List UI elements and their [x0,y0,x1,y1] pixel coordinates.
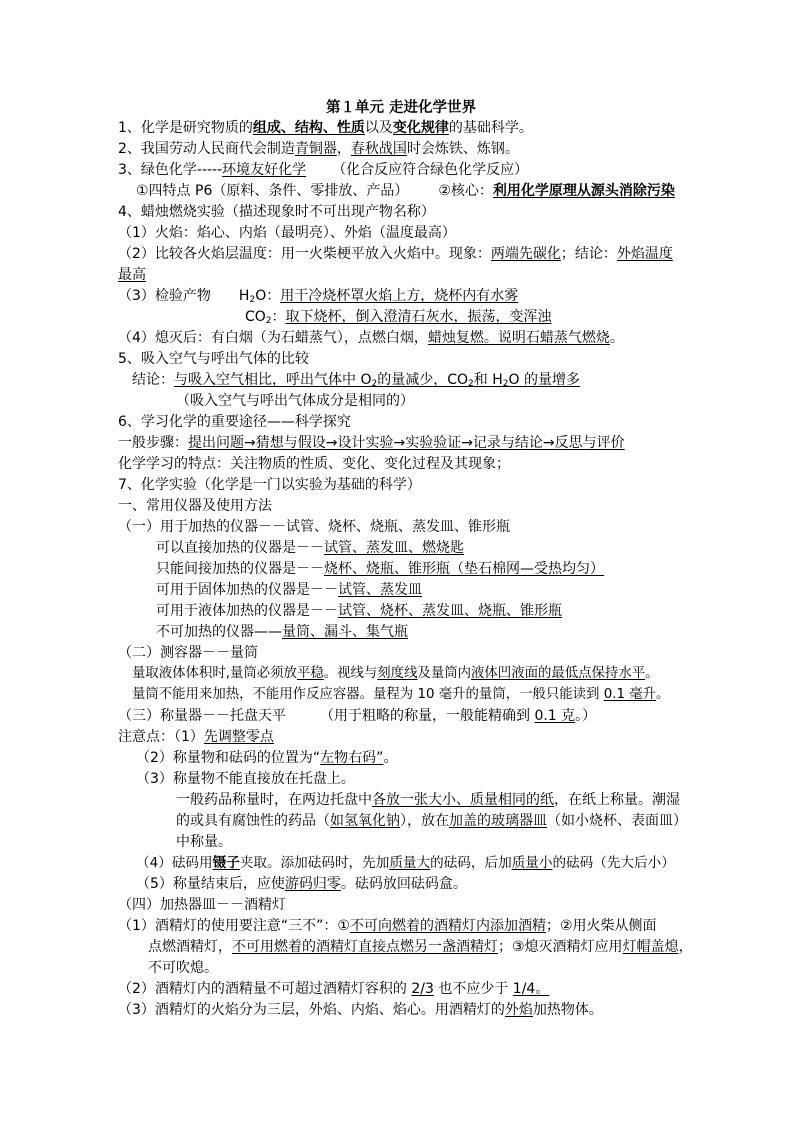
text: ①四特点 P6（原料、条件、零排放、产品） [136,183,409,199]
key-term: 平稳 [296,666,324,681]
key-term: 先调整零点 [203,729,274,745]
text: 。 [609,330,624,346]
key-term: 左物右码” [320,750,384,766]
text-line-32: （3）称量物不能直接放在托盘上。 [136,771,355,787]
text-line-22 [156,559,604,579]
text: 的或具有腐蚀性的药品（ [176,813,330,829]
key-term: 质量大 [389,855,431,871]
text: 可用于液体加热的仪器是－－ [156,603,338,619]
text-line-2 [118,139,519,159]
text: ；②用火柴从侧面 [545,918,657,934]
text: ②核心： [438,183,493,199]
text: （如小烧杯、表面皿） [547,813,687,829]
text-line-12: 5、吸入空气与呼出气体的比较 [118,351,309,367]
page-title: 第１单元 走进化学世界 [326,100,477,116]
key-term: 环境友好化学 [222,162,307,178]
text: ；结论： [560,246,617,262]
text: 可以直接加热的仪器是－－ [156,540,324,556]
text-line-18: 7、化学实验（化学是一门以实验为基础的科学） [118,477,421,493]
text-line-25 [156,622,408,642]
text: 。视线与 [323,666,378,681]
text-line-16 [118,433,625,453]
key-term: 不可用燃着的酒精灯直接点燃另一盏酒精灯 [232,939,498,955]
key-term: 试管、蒸发皿 [338,582,422,598]
text: 一般步骤： [118,435,188,451]
text: ， [678,939,693,955]
text: 3、绿色化学----- [118,162,223,178]
text: 的砝码，后加 [430,855,512,871]
text-line-5: 4、蜡烛燃烧实验（描述现象时不可出现产物名称） [118,204,435,220]
text: 夹取。添加砝码时，先加 [239,855,390,871]
text-line-8: 最高 [118,267,146,283]
text: （3）酒精灯的火焰分为三层，外焰、内焰、焰心。用酒精灯的 [118,1002,505,1018]
text-line-42 [118,979,549,999]
text: （5）称量结束后，应使 [136,876,285,892]
text-line-40 [148,937,693,957]
key-term: O 的量增多 [508,372,580,388]
text-line-27 [132,664,659,684]
key-term: 烧杯、烧瓶、锥形瓶（垫石棉网—受热均匀） [324,561,604,577]
key-term: 组成、结构、性质 [252,120,365,136]
text: （2）称量物和砝码的位置为“ [136,750,321,766]
text: 。砝码放回砝码盒。 [340,876,467,892]
text-line-6: （1）火焰：焰心、内焰（最明亮）、外焰（温度最高） [118,225,456,241]
key-term: 两端先碳化 [490,246,561,262]
text: 1、化学是研究物质的 [118,120,253,136]
key-term: 各放一张大小、质量相同的纸 [372,792,554,808]
text: 以及 [364,120,393,136]
key-term: 与吸入空气相比，呼出气体中 O [174,372,372,388]
text: （2）比较各火焰层温度：用一火柴梗平放入火焰中。现象： [118,246,491,262]
text: 也不应少于 [433,981,513,997]
text: （2）酒精灯内的酒精量不可超过酒精灯容积的 [118,981,412,997]
key-term: 试管、蒸发皿、燃烧匙 [324,540,464,556]
key-term: 加盖的玻璃器皿 [449,813,547,829]
text: （4）砝码用 [136,855,213,871]
text: 点燃酒精灯， [148,939,232,955]
subscript: 2 [265,316,272,326]
text: 一般药品称量时，在两边托盘中 [176,792,372,808]
text-line-7 [118,244,673,264]
key-term: 变化规律 [392,120,449,136]
formula: CO [245,309,266,325]
key-term: 春秋战国 [350,141,407,157]
text: 量取液体体积时,量筒必须放 [132,666,297,681]
text: （用于粗略的称量，一般能精确到 [320,708,535,724]
key-term: 1/4。 [512,981,550,997]
text-line-26: （二）测容器－－量筒 [118,645,258,661]
text: 注意点：（1） [118,729,204,745]
subscript: 2 [468,379,474,389]
text-line-28 [132,685,669,705]
text: 。 [383,750,398,766]
text: （3）检验产物 [118,288,211,304]
text: ），放在 [400,813,449,829]
key-term: 不可向燃着的酒精灯内添加酒精 [349,918,546,934]
key-term: 取下烧杯，倒入澄清石灰水，振荡，变浑浊 [285,309,552,325]
text: ， [336,141,351,157]
text-line-1 [118,118,533,138]
key-term: 青铜器 [294,141,337,157]
text-line-30 [118,727,274,747]
text-line-24 [156,601,562,621]
key-term: 液体凹液面的最低点保持水平 [471,666,646,681]
text: 。 [656,687,670,702]
formula: ： [271,309,286,325]
text-line-17: 化学学习的特点：关注物质的性质、变化、变化过程及其现象； [118,456,510,472]
text-line-15: 6、学习化学的重要途径——科学探究 [118,414,351,430]
text: 2、我国劳动人民商代会制造 [118,141,295,157]
key-term: 0.1 毫升 [603,687,657,702]
text: 量筒不能用来加热，不能用作反应容器。量程为 10 毫升的量筒，一般只能读到 [132,687,604,702]
text: ；③熄灭酒精灯应用 [498,939,623,955]
key-term: 蜡烛复燃。说明石蜡蒸气燃烧 [427,330,610,346]
key-term: 外焰 [504,1002,533,1018]
key-term: 灯帽盖熄 [622,939,679,955]
text-line-19: 一、常用仪器及使用方法 [118,498,272,514]
text: （三）称量器－－托盘天平 [118,708,286,724]
key-term: 0.1 克 [534,708,576,724]
key-term: 试管、烧杯、蒸发皿、烧瓶、锥形瓶 [338,603,562,619]
key-term: 2/3 [411,981,434,997]
text: 。） [575,708,597,724]
text: 的基础科学。 [448,120,533,136]
key-term: 如氢氧化钠 [330,813,400,829]
key-term: 用干冷烧杯罩火焰上方，烧杯内有水雾 [280,288,519,304]
key-term: 外焰温度 [616,246,673,262]
text: （化合反应符合绿色化学反应） [332,162,529,178]
text: 不可加热的仪器—— [156,624,282,640]
key-term: 提出问题→猜想与假设→设计实验→实验验证→记录与结论→反思与评价 [188,435,625,451]
text: 只能间接加热的仪器是－－ [156,561,324,577]
text: 可用于固体加热的仪器是－－ [156,582,338,598]
text: 结论： [132,372,174,388]
text-line-20 [118,517,510,537]
key-term: 游码归零 [284,876,341,892]
text: 。 [645,666,659,681]
text-line-21 [156,538,464,558]
text: 时会炼铁、炼钢。 [406,141,519,157]
text: （1）酒精灯的使用要注意“三不”：① [118,918,350,934]
text: 的砝码（先大后小） [552,855,675,871]
key-term: 和 H [473,372,503,388]
text-line-23 [156,580,422,600]
text-line-4 [136,181,675,201]
text: 及量筒内 [417,666,472,681]
text: 加热物体。 [532,1002,603,1018]
key-term: 镊子 [212,855,240,871]
text-line-37 [136,874,467,894]
key-term: 量筒、漏斗、集气瓶 [282,624,408,640]
text: ，在纸上称量。潮湿 [554,792,680,808]
text-line-39 [118,916,657,936]
text-line-38: （四）加热器皿－－酒精灯 [118,897,286,913]
text-line-41: 不可吹熄。 [148,960,218,976]
text-line-35: 中称量。 [176,834,232,850]
subscript: 2 [249,295,256,305]
key-term: 利用化学原理从源头消除污染 [492,183,675,199]
text: （4）熄灭后：有白烟（为石蜡蒸气），点燃白烟， [118,330,428,346]
text-line-31 [136,748,397,768]
subscript: 2 [502,379,509,389]
key-term: 刻度线 [377,666,418,681]
key-term: 的量减少，CO [377,372,469,388]
text-line-34 [176,811,687,831]
formula: O： [255,288,281,304]
text-line-14: （吸入空气与呼出气体成分是相同的） [176,393,414,409]
key-term: 质量小 [511,855,553,871]
text-line-29 [118,706,596,726]
text-line-3 [118,160,528,180]
text: （一）用于加热的仪器－－试管、烧杯、烧瓶、蒸发皿、锥形瓶 [118,519,510,535]
text-line-11 [118,328,624,348]
text-line-36 [136,853,675,873]
subscript: 2 [371,379,378,389]
text-line-33 [176,790,680,810]
formula: H [238,288,250,304]
text-line-43 [118,1000,603,1020]
